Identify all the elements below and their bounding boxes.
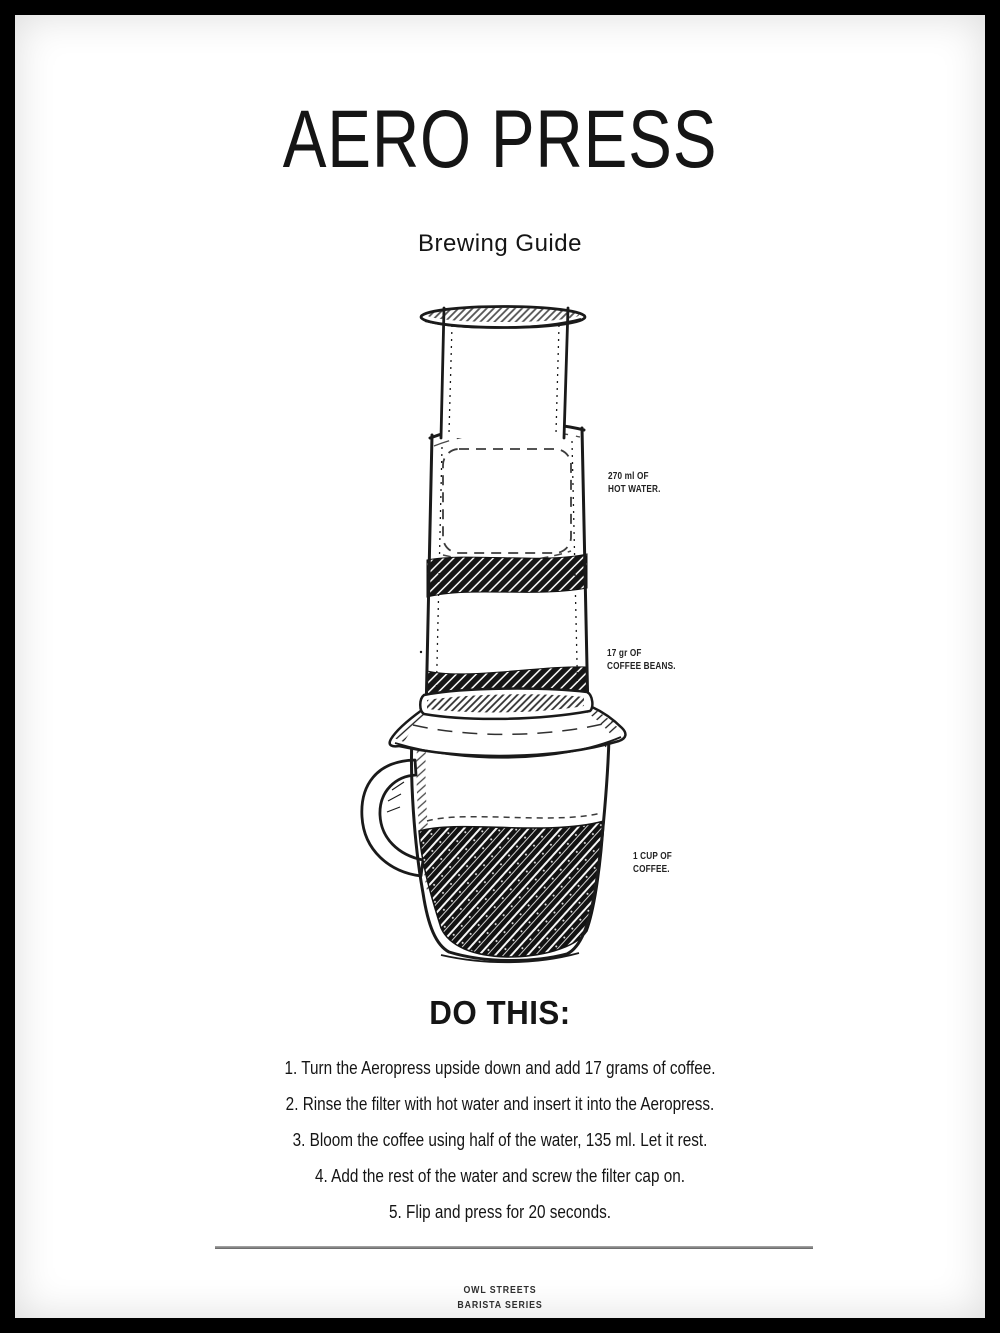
chamber-body <box>420 422 588 715</box>
brewing-steps-list <box>15 1050 985 1230</box>
water-level-band <box>427 554 587 597</box>
do-this-heading: DO THIS: <box>429 994 571 1031</box>
brewing-step: 5. Flip and press for 20 seconds. <box>389 1202 611 1222</box>
footer-divider <box>215 1246 813 1249</box>
brewing-step: 3. Bloom the coffee using half of the water, 135 ml. Let it rest. <box>292 1130 708 1150</box>
poster-subtitle: Brewing Guide <box>418 230 582 257</box>
brewing-step: 4. Add the rest of the water and screw the filter cap on. <box>315 1166 685 1186</box>
poster-title: AERO PRESS <box>282 94 718 185</box>
annotation-coffee-beans <box>607 648 676 673</box>
brewing-step: 1. Turn the Aeropress upside down and add 17 grams of coffee. <box>284 1058 716 1078</box>
annotation-hot-water <box>608 471 661 496</box>
filter-cap <box>420 689 592 719</box>
annotation-line: 17 gr OF <box>607 648 642 659</box>
coffee-fill <box>419 813 604 957</box>
plunger-cap <box>421 307 585 328</box>
footer-brand: OWL STREETS <box>463 1285 537 1296</box>
aeropress-illustration-icon <box>350 287 640 985</box>
footer-series: BARISTA SERIES <box>457 1300 543 1311</box>
annotation-line: 1 CUP OF <box>633 851 672 862</box>
footer <box>15 1283 985 1313</box>
mug-body <box>362 731 609 962</box>
annotation-line: COFFEE. <box>633 863 670 875</box>
plunger-shaft <box>441 313 568 438</box>
annotation-line: HOT WATER. <box>608 483 661 495</box>
annotation-cup-of-coffee <box>633 851 672 876</box>
annotation-line: 270 ml OF <box>608 471 649 482</box>
annotation-line: COFFEE BEANS. <box>607 660 676 672</box>
brewing-step: 2. Rinse the filter with hot water and insert it into the Aeropress. <box>285 1094 715 1114</box>
